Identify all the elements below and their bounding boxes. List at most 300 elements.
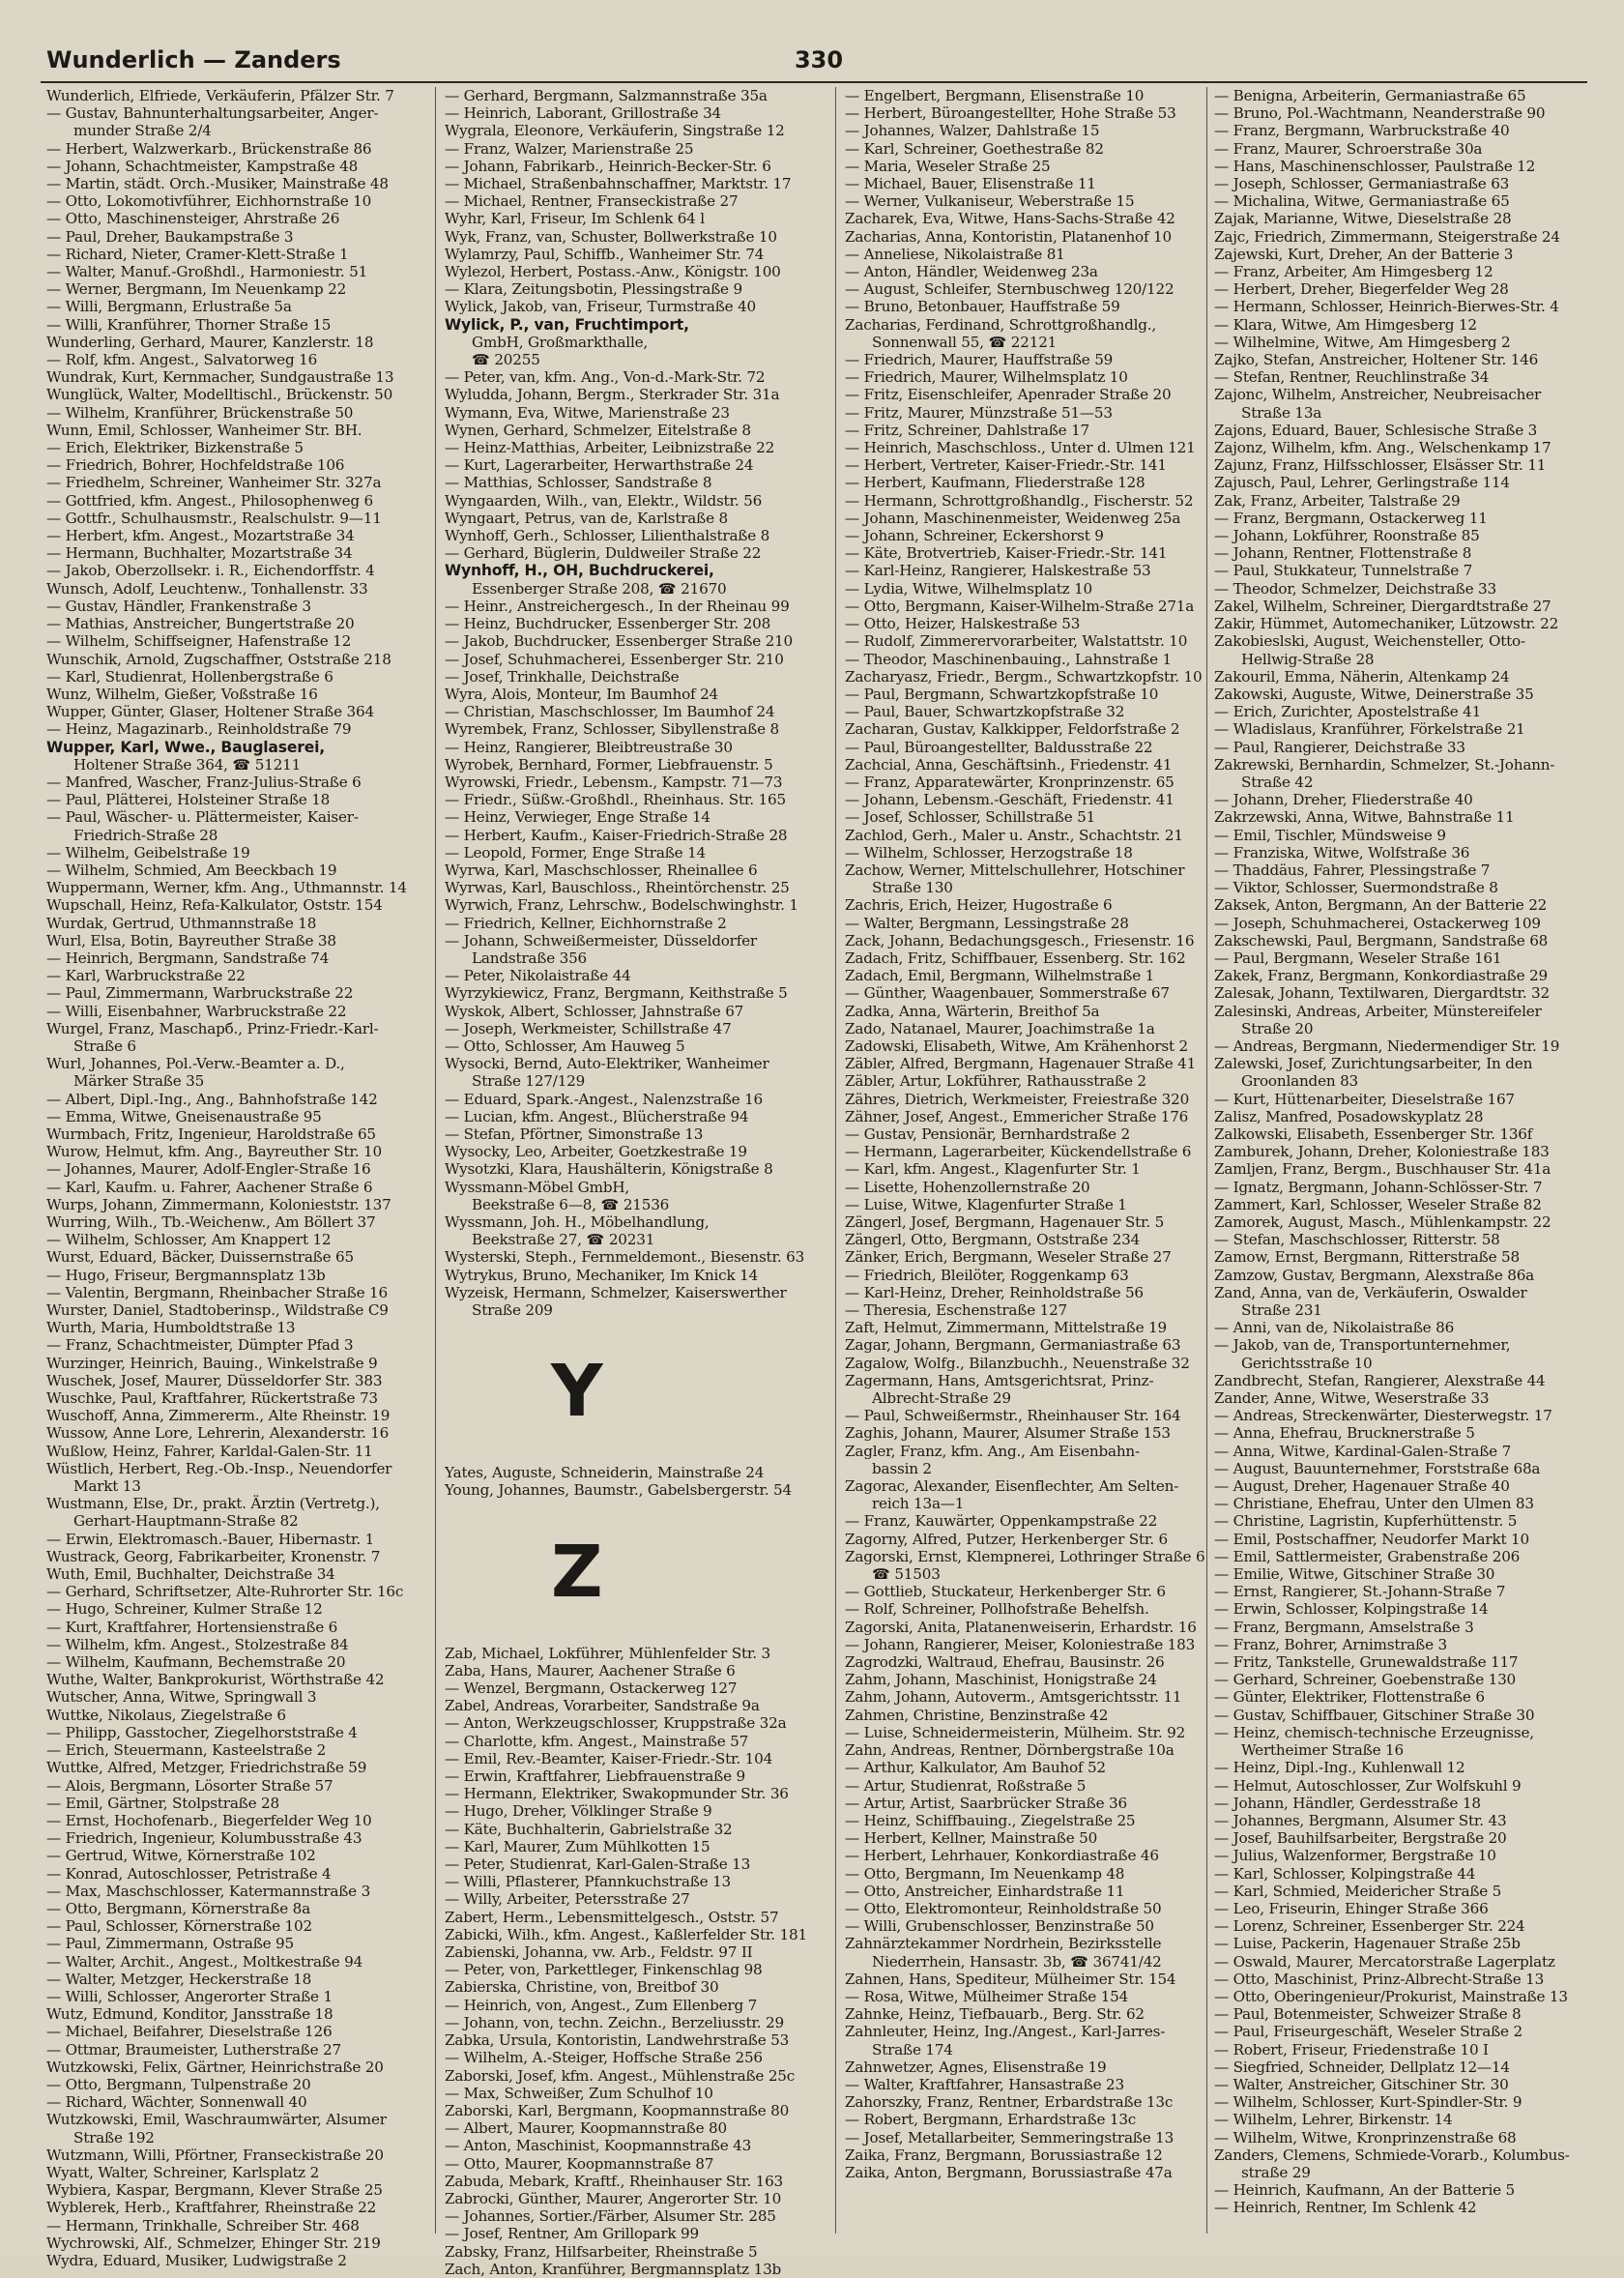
directory-entry: — Franz, Walzer, Marienstraße 25 (445, 139, 694, 158)
directory-entry: — Wilhelm, kfm. Angest., Stolzestraße 84 (46, 1635, 349, 1653)
directory-entry: — Werner, Vulkaniseur, Weberstraße 15 (845, 192, 1135, 211)
directory-entry: Wyngaarden, Wilh., van, Elektr., Wildstr. 56 (445, 491, 763, 510)
directory-entry: Straße 231 (1241, 1301, 1322, 1320)
directory-entry: — Gottfr., Schulhausmstr., Realschulstr. 9—11 (46, 509, 382, 527)
directory-entry: — Karl-Heinz, Rangierer, Halskestraße 53 (845, 562, 1151, 580)
directory-entry: Wygrala, Eleonore, Verkäuferin, Singstraße 12 (445, 122, 785, 140)
directory-entry: — Leo, Friseurin, Ehinger Straße 366 (1214, 1899, 1489, 1917)
directory-entry: — Klara, Zeitungsbotin, Plessingstraße 9 (445, 280, 742, 299)
directory-entry: — Alois, Bergmann, Lösorter Straße 57 (46, 1776, 334, 1795)
directory-entry: — Walter, Anstreicher, Gitschiner Str. 30 (1214, 2075, 1509, 2093)
directory-entry: Märker Straße 35 (73, 1072, 205, 1091)
directory-entry: — Heinz, Verwieger, Enge Straße 14 (445, 808, 710, 827)
directory-entry: — Gertrud, Witwe, Körnerstraße 102 (46, 1847, 316, 1865)
directory-entry: — Bruno, Betonbauer, Hauffstraße 59 (845, 298, 1120, 316)
directory-entry: — Paul, Botenmeister, Schweizer Straße 8 (1214, 2005, 1522, 2024)
directory-entry: — Günter, Elektriker, Flottenstraße 6 (1214, 1688, 1485, 1707)
directory-entry: — Paul, Büroangestellter, Baldusstraße 22 (845, 738, 1153, 756)
directory-entry: Zalesak, Johann, Textilwaren, Diergardtstr. 32 (1214, 984, 1550, 1003)
directory-entry: — Fritz, Maurer, Münzstraße 51—53 (845, 403, 1113, 422)
directory-entry: — Friedrich, Kellner, Eichhornstraße 2 (445, 914, 727, 932)
directory-entry: — Rudolf, Zimmerervorarbeiter, Walstattstr. 10 (845, 632, 1188, 651)
directory-entry: Wysocky, Leo, Arbeiter, Goetzkestraße 19 (445, 1143, 747, 1161)
directory-entry: Wyblerek, Herb., Kraftfahrer, Rheinstraße 22 (46, 2199, 377, 2217)
directory-entry: — Paul, Plätterei, Holsteiner Straße 18 (46, 791, 331, 809)
directory-entry: Zagermann, Hans, Amtsgerichtsrat, Prinz- (845, 1371, 1154, 1389)
directory-entry: — Oswald, Maurer, Mercatorstraße Lagerplatz (1214, 1952, 1555, 1971)
directory-entry: Zacharias, Anna, Kontoristin, Platanenhof 10 (845, 227, 1172, 246)
directory-entry: — Emil, Sattlermeister, Grabenstraße 206 (1214, 1547, 1521, 1565)
directory-entry: — Helmut, Autoschlosser, Zur Wolfskuhl 9 (1214, 1776, 1522, 1795)
directory-entry: — Christian, Maschschlosser, Im Baumhof 24 (445, 703, 775, 721)
directory-entry: Zalewski, Josef, Zurichtungsarbeiter, In den (1214, 1055, 1533, 1073)
directory-entry: Zakel, Wilhelm, Schreiner, Diergardtstraße 27 (1214, 597, 1552, 615)
directory-entry: — Peter, van, kfm. Ang., Von-d.-Mark-Str. 72 (445, 368, 766, 387)
directory-entry: — Karl, Maurer, Zum Mühlkotten 15 (445, 1837, 710, 1855)
directory-entry: Zadka, Anna, Wärterin, Breithof 5a (845, 1002, 1100, 1020)
directory-entry: bassin 2 (872, 1459, 932, 1477)
directory-entry: — Johann, Dreher, Fliederstraße 40 (1214, 791, 1473, 809)
directory-entry: Zajc, Friedrich, Zimmermann, Steigerstraße 24 (1214, 227, 1560, 246)
directory-entry: Zachris, Erich, Heizer, Hugostraße 6 (845, 896, 1113, 915)
directory-entry: Wyludda, Johann, Bergm., Sterkrader Str. 31a (445, 386, 780, 404)
directory-entry: Straße 192 (73, 2128, 155, 2147)
directory-entry: Wurster, Daniel, Stadtoberinsp., Wildstraße C9 (46, 1301, 389, 1320)
directory-entry: — Julius, Walzenformer, Bergstraße 10 (1214, 1847, 1496, 1865)
directory-entry: — Hermann, Lagerarbeiter, Kückendellstraße 6 (845, 1143, 1192, 1161)
directory-entry: — Peter, von, Parkettleger, Finkenschlag 98 (445, 1961, 763, 1979)
directory-entry: — Kurt, Kraftfahrer, Hortensienstraße 6 (46, 1618, 338, 1636)
directory-entry: — Maria, Weseler Straße 25 (845, 157, 1051, 175)
directory-entry: Wunn, Emil, Schlosser, Wanheimer Str. BH. (46, 421, 362, 439)
directory-entry: Zajonc, Wilhelm, Anstreicher, Neubreisacher (1214, 386, 1542, 404)
directory-entry: Zähres, Dietrich, Werkmeister, Freiestraße 320 (845, 1090, 1190, 1108)
directory-entry: Wylick, Jakob, van, Friseur, Turmstraße 40 (445, 298, 757, 316)
directory-entry: — Otto, Bergmann, Körnerstraße 8a (46, 1899, 310, 1917)
directory-entry: Zahnwetzer, Agnes, Elisenstraße 19 (845, 2058, 1107, 2076)
directory-entry: Zalisz, Manfred, Posadowskyplatz 28 (1214, 1107, 1484, 1125)
directory-entry: Zakowski, Auguste, Witwe, Deinerstraße 35 (1214, 685, 1534, 703)
directory-entry: Wustmann, Else, Dr., prakt. Ärztin (Vertretg.), (46, 1495, 380, 1513)
directory-entry: Zalkowski, Elisabeth, Essenberger Str. 136f (1214, 1124, 1533, 1143)
directory-entry: — Erich, Elektriker, Bizkenstraße 5 (46, 439, 304, 457)
directory-entry: Zahn, Andreas, Rentner, Dörnbergstraße 10a (845, 1741, 1174, 1760)
directory-entry: — Friedrich, Bleilöter, Roggenkamp 63 (845, 1266, 1129, 1284)
directory-entry: Zäbler, Artur, Lokführer, Rathausstraße 2 (845, 1072, 1146, 1091)
directory-entry: — Heinrich, Maschschloss., Unter d. Ulmen 121 (845, 439, 1196, 457)
directory-entry: Zaba, Hans, Maurer, Aachener Straße 6 (445, 1661, 736, 1679)
directory-entry: — Paul, Friseurgeschäft, Weseler Straße 2 (1214, 2023, 1522, 2041)
directory-entry: Wuth, Emil, Buchhalter, Deichstraße 34 (46, 1565, 335, 1584)
directory-entry: — Walter, Metzger, Heckerstraße 18 (46, 1970, 312, 1988)
directory-entry: Wunderlich, Elfriede, Verkäuferin, Pfälzer Str. 7 (46, 87, 394, 104)
directory-entry: Wychrowski, Alf., Schmelzer, Ehinger Str. 219 (46, 2234, 381, 2252)
directory-entry: — Johannes, Walzer, Dahlstraße 15 (845, 122, 1100, 140)
directory-entry: Markt 13 (73, 1477, 141, 1496)
directory-entry: Zanders, Clemens, Schmiede-Vorarb., Kolumbus- (1214, 2146, 1570, 2164)
directory-entry: Wußlow, Heinz, Fahrer, Karldal-Galen-Str. 11 (46, 1442, 373, 1460)
directory-entry: — Wilhelm, Kranführer, Brückenstraße 50 (46, 403, 354, 422)
directory-entry: — Johann, Schreiner, Eckershorst 9 (845, 527, 1104, 545)
directory-entry: Zajunz, Franz, Hilfsschlosser, Elsässer Str. 11 (1214, 456, 1547, 475)
directory-entry: — Charlotte, kfm. Angest., Mainstraße 57 (445, 1732, 749, 1750)
directory-entry: Wutzkowski, Emil, Waschraumwärter, Alsumer (46, 2111, 387, 2129)
directory-entry: — Johann, Lebensm.-Geschäft, Friedenstr. 41 (845, 791, 1174, 809)
directory-entry: — Otto, Maschinensteiger, Ahrstraße 26 (46, 210, 340, 228)
directory-entry: — Theodor, Maschinenbauing., Lahnstraße 1 (845, 650, 1173, 668)
directory-entry: — Walter, Archit., Angest., Moltkestraße 94 (46, 1952, 363, 1971)
directory-entry: — Karl, Warbruckstraße 22 (46, 967, 246, 985)
directory-entry: — Gustav, Händler, Frankenstraße 3 (46, 597, 311, 615)
directory-entry: — Herbert, kfm. Angest., Mozartstraße 34 (46, 527, 355, 545)
directory-entry: — Otto, Bergmann, Tulpenstraße 20 (46, 2075, 311, 2093)
directory-entry: Zängerl, Josef, Bergmann, Hagenauer Str. 5 (845, 1213, 1165, 1231)
directory-entry: Wybiera, Kaspar, Bergmann, Klever Straße 25 (46, 2181, 383, 2200)
directory-entry: — Christiane, Ehefrau, Unter den Ulmen 83 (1214, 1495, 1534, 1513)
directory-entry: — Franz, Arbeiter, Am Himgesberg 12 (1214, 263, 1494, 281)
directory-entry: — Franz, Kauwärter, Oppenkampstraße 22 (845, 1512, 1158, 1531)
directory-entry: — Anneliese, Nikolaistraße 81 (845, 245, 1065, 263)
directory-entry: Zak, Franz, Arbeiter, Talstraße 29 (1214, 491, 1461, 510)
directory-entry: — August, Dreher, Hagenauer Straße 40 (1214, 1477, 1510, 1496)
directory-entry: — Erwin, Schlosser, Kolpingstraße 14 (1214, 1600, 1489, 1619)
directory-entry: Zand, Anna, van de, Verkäuferin, Oswalder (1214, 1283, 1527, 1301)
directory-entry: Groonlanden 83 (1241, 1072, 1358, 1091)
directory-entry: — Mathias, Anstreicher, Bungertstraße 20 (46, 615, 355, 633)
directory-entry: — Otto, Maurer, Koopmannstraße 87 (445, 2154, 714, 2173)
directory-entry: Zamburek, Johann, Dreher, Koloniestraße 183 (1214, 1143, 1550, 1161)
directory-entry: Zabsky, Franz, Hilfsarbeiter, Rheinstraße 5 (445, 2242, 758, 2261)
directory-entry: — Franz, Bergmann, Warbruckstraße 40 (1214, 122, 1510, 140)
directory-entry: — Erwin, Kraftfahrer, Liebfrauenstraße 9 (445, 1767, 745, 1786)
directory-entry: Zahnärztekammer Nordrhein, Bezirksstelle (845, 1935, 1162, 1953)
directory-entry: — Wilhelmine, Witwe, Am Himgesberg 2 (1214, 333, 1511, 351)
directory-entry: — Friedhelm, Schreiner, Wanheimer Str. 327a (46, 474, 382, 492)
directory-entry: Wunschik, Arnold, Zugschaffner, Oststraße 218 (46, 650, 392, 668)
directory-entry: Zahm, Johann, Maschinist, Honigstraße 24 (845, 1671, 1157, 1689)
column-divider (435, 87, 436, 2234)
directory-entry: — Emil, Rev.-Beamter, Kaiser-Friedr.-Str. 104 (445, 1749, 773, 1767)
directory-entry: — Richard, Nieter, Cramer-Klett-Straße 1 (46, 245, 349, 263)
directory-entry: Gerichtsstraße 10 (1241, 1354, 1373, 1372)
directory-entry: — Heinr., Anstreichergesch., In der Rheinau 99 (445, 597, 790, 615)
directory-entry: Zagar, Johann, Bergmann, Germaniastraße 63 (845, 1336, 1181, 1355)
directory-entry: — Gustav, Pensionär, Bernhardstraße 2 (845, 1124, 1130, 1143)
directory-entry: — Eduard, Spark.-Angest., Nalenzstraße 16 (445, 1090, 764, 1108)
directory-entry: Zaborski, Josef, kfm. Angest., Mühlenstraße 25c (445, 2066, 796, 2085)
directory-entry: — Hermann, Buchhalter, Mozartstraße 34 (46, 544, 353, 563)
directory-entry: — Paul, Wäscher- u. Plättermeister, Kaiser- (46, 808, 359, 827)
directory-entry: Wurl, Johannes, Pol.-Verw.-Beamter a. D., (46, 1055, 345, 1073)
directory-entry: Zagorny, Alfred, Putzer, Herkenberger Str. 6 (845, 1530, 1168, 1548)
directory-entry: — Otto, Schlosser, Am Hauweg 5 (445, 1037, 685, 1055)
directory-entry: Wüstlich, Herbert, Reg.-Ob.-Insp., Neuendorfer (46, 1459, 392, 1477)
directory-entry: — Leopold, Former, Enge Straße 14 (445, 843, 706, 862)
directory-entry: — Peter, Nikolaistraße 44 (445, 967, 631, 985)
directory-entry: — Erich, Steuermann, Kasteelstraße 2 (46, 1741, 327, 1760)
directory-entry: Wyrwa, Karl, Maschschlosser, Rheinallee 6 (445, 861, 758, 879)
directory-entry: — Heinz, Schiffbauing., Ziegelstraße 25 (845, 1811, 1136, 1829)
directory-entry: Wurps, Johann, Zimmermann, Kolonieststr. 137 (46, 1195, 392, 1213)
directory-entry: Wyssmann, Joh. H., Möbelhandlung, (445, 1213, 710, 1231)
directory-entry: Wurzinger, Heinrich, Bauing., Winkelstraße 9 (46, 1354, 378, 1372)
directory-entry: Zahnke, Heinz, Tiefbauarb., Berg. Str. 62 (845, 2005, 1145, 2024)
directory-entry: Wysotzki, Klara, Haushälterin, Königstraße 8 (445, 1160, 773, 1179)
directory-entry: Zakschewski, Paul, Bergmann, Sandstraße 68 (1214, 931, 1549, 949)
directory-entry: Wuppermann, Werner, kfm. Ang., Uthmannstr. 14 (46, 879, 407, 897)
directory-entry: — Stefan, Maschschlosser, Ritterstr. 58 (1214, 1231, 1500, 1249)
directory-entry: Wydra, Eduard, Musiker, Ludwigstraße 2 (46, 2251, 347, 2269)
directory-entry: Wutzmann, Willi, Pförtner, Franseckistraße 20 (46, 2146, 384, 2164)
directory-entry: Essenberger Straße 208, ☎ 21670 (472, 579, 727, 598)
directory-entry: — Franz, Maurer, Schroerstraße 30a (1214, 139, 1483, 158)
directory-entry: Wurow, Helmut, kfm. Ang., Bayreuther Str. 10 (46, 1143, 382, 1161)
directory-entry: — Johann, Schweißermeister, Düsseldorfer (445, 931, 757, 949)
directory-entry: — Josef, Schlosser, Schillstraße 51 (845, 808, 1096, 827)
directory-entry: Zab, Michael, Lokführer, Mühlenfelder Str. 3 (445, 1644, 770, 1662)
directory-entry: — Heinz, Buchdrucker, Essenberger Str. 208 (445, 615, 771, 633)
directory-entry: — Anna, Witwe, Kardinal-Galen-Straße 7 (1214, 1442, 1512, 1460)
directory-entry: — Paul, Rangierer, Deichstraße 33 (1214, 738, 1465, 756)
directory-entry: — Herbert, Kaufmann, Fliederstraße 128 (845, 474, 1146, 492)
directory-entry: — Jakob, Oberzollsekr. i. R., Eichendorffstr. 4 (46, 562, 375, 580)
directory-entry: — Gustav, Bahnunterhaltungsarbeiter, Anger- (46, 104, 379, 123)
directory-entry: Zakrzewski, Anna, Witwe, Bahnstraße 11 (1214, 808, 1515, 827)
directory-entry: — Andreas, Bergmann, Niedermendiger Str. 19 (1214, 1037, 1560, 1055)
directory-entry: — Karl, Schmied, Meidericher Straße 5 (1214, 1882, 1502, 1900)
directory-entry: — Robert, Bergmann, Erhardstraße 13c (845, 2111, 1137, 2129)
directory-entry: — Paul, Schlosser, Körnerstraße 102 (46, 1917, 312, 1936)
directory-entry: — Heinz, Rangierer, Bleibtreustraße 30 (445, 738, 733, 756)
directory-entry: Zammert, Karl, Schlosser, Weseler Straße 82 (1214, 1195, 1542, 1213)
directory-entry: — Johann, Rangierer, Meiser, Koloniestraße 183 (845, 1635, 1196, 1653)
directory-entry: — Franz, Apparatewärter, Kronprinzenstr. 65 (845, 773, 1174, 791)
directory-entry: Wynen, Gerhard, Schmelzer, Eitelstraße 8 (445, 421, 751, 439)
directory-entry: — Otto, Anstreicher, Einhardstraße 11 (845, 1882, 1125, 1900)
directory-entry: Wysocki, Bernd, Auto-Elektriker, Wanheimer (445, 1055, 769, 1073)
directory-entry: Zandbrecht, Stefan, Rangierer, Alexstraße 44 (1214, 1371, 1546, 1389)
directory-entry: Zachlod, Gerh., Maler u. Anstr., Schachtstr. 21 (845, 826, 1183, 844)
directory-entry: — Johann, Schachtmeister, Kampstraße 48 (46, 157, 359, 175)
directory-entry: Wussow, Anne Lore, Lehrerin, Alexanderstr. 16 (46, 1424, 390, 1443)
directory-entry: — Wilhelm, Schlosser, Kurt-Spindler-Str. 9 (1214, 2093, 1522, 2112)
directory-entry: Wyk, Franz, van, Schuster, Bollwerkstraße 10 (445, 227, 777, 246)
directory-entry: Straße 6 (73, 1037, 136, 1055)
directory-entry: Zamorek, August, Masch., Mühlenkampstr. 22 (1214, 1213, 1552, 1231)
directory-entry: Zabel, Andreas, Vorarbeiter, Sandstraße 9a (445, 1697, 760, 1715)
directory-entry: — Ernst, Hochofenarb., Biegerfelder Weg 10 (46, 1811, 372, 1829)
directory-entry: — Paul, Dreher, Baukampstraße 3 (46, 227, 294, 246)
directory-entry: — Max, Maschschlosser, Katermannstraße 3 (46, 1882, 371, 1900)
directory-entry: ☎ 20255 (472, 351, 540, 369)
directory-entry: Wylezol, Herbert, Postass.-Anw., Königstr. 100 (445, 263, 781, 281)
directory-entry: Zagrodzki, Waltraud, Ehefrau, Bausinstr. 26 (845, 1653, 1165, 1672)
directory-entry: — Artur, Studienrat, Roßstraße 5 (845, 1776, 1087, 1795)
directory-entry: Zakouril, Emma, Näherin, Altenkamp 24 (1214, 667, 1510, 686)
directory-entry: Zajusch, Paul, Lehrer, Gerlingstraße 114 (1214, 474, 1510, 492)
directory-entry: Straße 130 (872, 879, 953, 897)
directory-entry: — Theresia, Eschenstraße 127 (845, 1301, 1068, 1320)
directory-entry: — Franziska, Witwe, Wolfstraße 36 (1214, 843, 1470, 862)
page-header (41, 43, 1587, 83)
directory-entry: — Gerhard, Schriftsetzer, Alte-Ruhrorter Str. 16c (46, 1583, 404, 1601)
directory-entry: — Manfred, Wascher, Franz-Julius-Straße 6 (46, 773, 362, 791)
directory-entry: — Werner, Bergmann, Im Neuenkamp 22 (46, 280, 347, 299)
directory-entry: Hellwig-Straße 28 (1241, 650, 1375, 668)
directory-entry: Zahnleuter, Heinz, Ing./Angest., Karl-Jarres- (845, 2023, 1166, 2041)
directory-entry: — Karl-Heinz, Dreher, Reinholdstraße 56 (845, 1283, 1144, 1301)
directory-entry: — Joseph, Schuhmacherei, Ostackerweg 109 (1214, 914, 1541, 932)
directory-entry: — Klara, Witwe, Am Himgesberg 12 (1214, 315, 1477, 334)
directory-entry: Zabuda, Mebark, Kraftf., Rheinhauser Str. 163 (445, 2172, 783, 2190)
directory-entry: — Franz, Bohrer, Arnimstraße 3 (1214, 1635, 1447, 1653)
directory-entry: — Heinrich, Laborant, Grillostraße 34 (445, 104, 722, 123)
directory-entry: Wyra, Alois, Monteur, Im Baumhof 24 (445, 685, 719, 703)
directory-entry: — Willi, Schlosser, Angerorter Straße 1 (46, 1987, 333, 2005)
directory-entry: Wynhoff, Gerh., Schlosser, Lilienthalstraße 8 (445, 527, 770, 545)
directory-entry: — Otto, Maschinist, Prinz-Albrecht-Straße 13 (1214, 1970, 1545, 1988)
directory-entry: — Heinrich, Kaufmann, An der Batterie 5 (1214, 2181, 1516, 2200)
directory-entry: — Hermann, Elektriker, Swakopmunder Str. 36 (445, 1785, 789, 1803)
directory-entry: — Josef, Bauhilfsarbeiter, Bergstraße 20 (1214, 1829, 1507, 1848)
directory-entry: reich 13a—1 (872, 1495, 965, 1513)
directory-entry: — Heinz-Matthias, Arbeiter, Leibnizstraße 22 (445, 439, 775, 457)
directory-entry: Zagorac, Alexander, Eisenflechter, Am Selten- (845, 1477, 1179, 1496)
directory-entry: — Willi, Bergmann, Erlustraße 5a (46, 298, 292, 316)
directory-entry: Wyngaart, Petrus, van de, Karlstraße 8 (445, 509, 728, 527)
directory-entry: Wurst, Eduard, Bäcker, Duissernstraße 65 (46, 1248, 354, 1267)
directory-entry: — Karl, Schlosser, Kolpingstraße 44 (1214, 1864, 1476, 1883)
page-number: 330 (794, 46, 844, 73)
directory-entry: — Gerhard, Schreiner, Goebenstraße 130 (1214, 1671, 1516, 1689)
directory-entry: Wymann, Eva, Witwe, Marienstraße 23 (445, 403, 730, 422)
directory-entry: — Wilhelm, A.-Steiger, Hoffsche Straße 256 (445, 2049, 763, 2067)
directory-entry: Yates, Auguste, Schneiderin, Mainstraße 24 (445, 1464, 765, 1482)
directory-entry: Gerhart-Hauptmann-Straße 82 (73, 1512, 299, 1531)
directory-entry: — Hugo, Schreiner, Kulmer Straße 12 (46, 1600, 323, 1619)
directory-entry: Wunderling, Gerhard, Maurer, Kanzlerstr. 18 (46, 333, 374, 351)
directory-entry: — Johann, Händler, Gerdesstraße 18 (1214, 1794, 1481, 1812)
directory-entry: — Engelbert, Bergmann, Elisenstraße 10 (845, 87, 1145, 104)
directory-entry: — Hermann, Schrottgroßhandlg., Fischerstr. 52 (845, 491, 1194, 510)
directory-entry: — Friedrich, Bohrer, Hochfeldstraße 106 (46, 456, 345, 475)
directory-entry: — Gottlieb, Stuckateur, Herkenberger Str. 6 (845, 1583, 1166, 1601)
directory-entry: — Jakob, Buchdrucker, Essenberger Straße 210 (445, 632, 793, 651)
directory-entry: Zagorski, Anita, Platanenweiserin, Erhardstr. 16 (845, 1618, 1197, 1636)
directory-entry: — Joseph, Werkmeister, Schillstraße 47 (445, 1019, 732, 1037)
directory-entry: Wyrzykiewicz, Franz, Bergmann, Keithstraße 5 (445, 984, 788, 1003)
directory-entry: Wurdak, Gertrud, Uthmannstraße 18 (46, 914, 317, 932)
directory-entry: Zachow, Werner, Mittelschullehrer, Hotschiner (845, 861, 1185, 879)
directory-entry: — Otto, Elektromonteur, Reinholdstraße 50 (845, 1899, 1162, 1917)
directory-entry: Wustrack, Georg, Fabrikarbeiter, Kronenstr. 7 (46, 1547, 381, 1565)
directory-entry: — Emma, Witwe, Gneisenaustraße 95 (46, 1107, 322, 1125)
directory-entry: — Richard, Wächter, Sonnenwall 40 (46, 2093, 307, 2112)
directory-entry: Wyrobek, Bernhard, Former, Liebfrauenstr. 5 (445, 755, 773, 774)
directory-entry: Straße 13a (1241, 403, 1322, 422)
directory-entry: Zänker, Erich, Bergmann, Weseler Straße 27 (845, 1248, 1172, 1267)
directory-entry: — Willy, Arbeiter, Petersstraße 27 (445, 1890, 690, 1909)
directory-entry: Zacharan, Gustav, Kalkkipper, Feldorfstraße 2 (845, 720, 1180, 739)
directory-entry: — Paul, Bergmann, Schwartzkopfstraße 10 (845, 685, 1159, 703)
directory-entry: — Siegfried, Schneider, Dellplatz 12—14 (1214, 2058, 1510, 2076)
directory-entry: Zähner, Josef, Angest., Emmericher Straße 176 (845, 1107, 1189, 1125)
directory-entry: — Rolf, Schreiner, Pollhofstraße Behelfsh. (845, 1600, 1149, 1619)
directory-entry: Zaika, Franz, Bergmann, Borussiastraße 12 (845, 2146, 1163, 2164)
directory-entry: — Andreas, Streckenwärter, Diesterwegstr. 17 (1214, 1407, 1552, 1425)
directory-entry: Wynhoff, H., OH, Buchdruckerei, (445, 562, 714, 580)
directory-entry: Niederrhein, Hansastr. 3b, ☎ 36741/42 (872, 1952, 1162, 1971)
directory-entry: Beekstraße 27, ☎ 20231 (472, 1231, 655, 1249)
directory-entry: — Wilhelm, Lehrer, Birkenstr. 14 (1214, 2111, 1453, 2129)
directory-columns (41, 87, 1587, 2278)
directory-entry: Zagalow, Wolfg., Bilanzbuchh., Neuenstraße 32 (845, 1354, 1190, 1372)
directory-entry: — Luise, Schneidermeisterin, Mülheim. Str. 92 (845, 1723, 1186, 1741)
directory-entry: Zakir, Hümmet, Automechaniker, Lützowstr. 22 (1214, 615, 1559, 633)
directory-entry: Wurth, Maria, Humboldtstraße 13 (46, 1319, 296, 1337)
directory-entry: — Luise, Packerin, Hagenauer Straße 25b (1214, 1935, 1521, 1953)
directory-entry: — Wilhelm, Kaufmann, Bechemstraße 20 (46, 1653, 346, 1672)
directory-entry: — Ottmar, Braumeister, Lutherstraße 27 (46, 2040, 341, 2059)
directory-entry: — Johann, Rentner, Flottenstraße 8 (1214, 544, 1472, 563)
section-letter: Z (551, 1530, 603, 1614)
directory-entry: — Johann, von, techn. Zeichn., Berzeliusstr. 29 (445, 2013, 784, 2031)
directory-entry: — Philipp, Gasstocher, Ziegelhorststraße 4 (46, 1723, 358, 1741)
directory-entry: Zacharias, Ferdinand, Schrottgroßhandlg., (845, 315, 1157, 334)
directory-entry: Wertheimer Straße 16 (1241, 1741, 1404, 1760)
directory-entry: — Paul, Stukkateur, Tunnelstraße 7 (1214, 562, 1473, 580)
directory-entry: — Rosa, Witwe, Mülheimer Straße 154 (845, 1987, 1129, 2005)
directory-entry: Zabka, Ursula, Kontoristin, Landwehrstraße 53 (445, 2031, 790, 2050)
directory-entry: — Friedrich, Maurer, Wilhelmsplatz 10 (845, 368, 1128, 387)
directory-entry: Wysterski, Steph., Fernmeldemont., Biesenstr. 63 (445, 1248, 805, 1267)
directory-entry: Wunsch, Adolf, Leuchtenw., Tonhallenstr. 33 (46, 579, 368, 598)
directory-entry: Zahmen, Christine, Benzinstraße 42 (845, 1706, 1109, 1724)
directory-entry: — August, Bauunternehmer, Forststraße 68a (1214, 1459, 1541, 1477)
directory-entry: Zado, Natanael, Maurer, Joachimstraße 1a (845, 1019, 1155, 1037)
directory-entry: — Joseph, Schlosser, Germaniastraße 63 (1214, 175, 1510, 193)
directory-entry: — Anni, van de, Nikolaistraße 86 (1214, 1319, 1455, 1337)
directory-entry: Zajewski, Kurt, Dreher, An der Batterie 3 (1214, 245, 1514, 263)
directory-entry: — Jakob, van de, Transportunternehmer, (1214, 1336, 1511, 1355)
directory-entry: — Johannes, Bergmann, Alsumer Str. 43 (1214, 1811, 1507, 1829)
directory-entry: Zaft, Helmut, Zimmermann, Mittelstraße 19 (845, 1319, 1167, 1337)
directory-entry: Wuttke, Alfred, Metzger, Friedrichstraße 59 (46, 1759, 367, 1777)
directory-entry: Wuttke, Nikolaus, Ziegelstraße 6 (46, 1706, 286, 1724)
directory-entry: Zamow, Ernst, Bergmann, Ritterstraße 58 (1214, 1248, 1520, 1267)
directory-entry: — Herbert, Büroangestellter, Hohe Straße 53 (845, 104, 1176, 123)
directory-entry: — Hans, Maschinenschlosser, Paulstraße 12 (1214, 157, 1536, 175)
directory-entry: — Hermann, Schlosser, Heinrich-Bierwes-Str. 4 (1214, 298, 1559, 316)
directory-entry: — Paul, Bergmann, Weseler Straße 161 (1214, 949, 1502, 967)
directory-entry: Zakobieslski, August, Weichensteller, Otto- (1214, 632, 1525, 651)
directory-entry: Zahorszky, Franz, Rentner, Erbardstraße 13c (845, 2093, 1174, 2112)
directory-entry: Wuschke, Paul, Kraftfahrer, Rückertstraße 73 (46, 1389, 378, 1408)
directory-entry: Wutz, Edmund, Konditor, Jansstraße 18 (46, 2005, 334, 2024)
directory-entry: — Hugo, Friseur, Bergmannsplatz 13b (46, 1266, 326, 1284)
directory-entry: — Erwin, Elektromasch.-Bauer, Hibernastr. 1 (46, 1530, 375, 1548)
directory-entry: — Karl, Schreiner, Goethestraße 82 (845, 139, 1104, 158)
directory-entry: Wurgel, Franz, Maschарб., Prinz-Friedr.-Karl- (46, 1019, 379, 1037)
directory-entry: — Arthur, Kalkulator, Am Bauhof 52 (845, 1759, 1106, 1777)
directory-entry: Zach, Anton, Kranführer, Bergmannsplatz 13b (445, 2260, 782, 2278)
directory-entry: — Ignatz, Bergmann, Johann-Schlösser-Str. 7 (1214, 1178, 1543, 1196)
directory-entry: — Josef, Trinkhalle, Deichstraße (445, 667, 680, 686)
directory-entry: — Anton, Händler, Weidenweg 23a (845, 263, 1098, 281)
directory-entry: Holtener Straße 364, ☎ 51211 (73, 755, 302, 774)
directory-entry: Zabicki, Wilh., kfm. Angest., Kaßlerfelder Str. 181 (445, 1925, 807, 1943)
directory-entry: Wyrwich, Franz, Lehrschw., Bodelschwinghstr. 1 (445, 896, 798, 915)
